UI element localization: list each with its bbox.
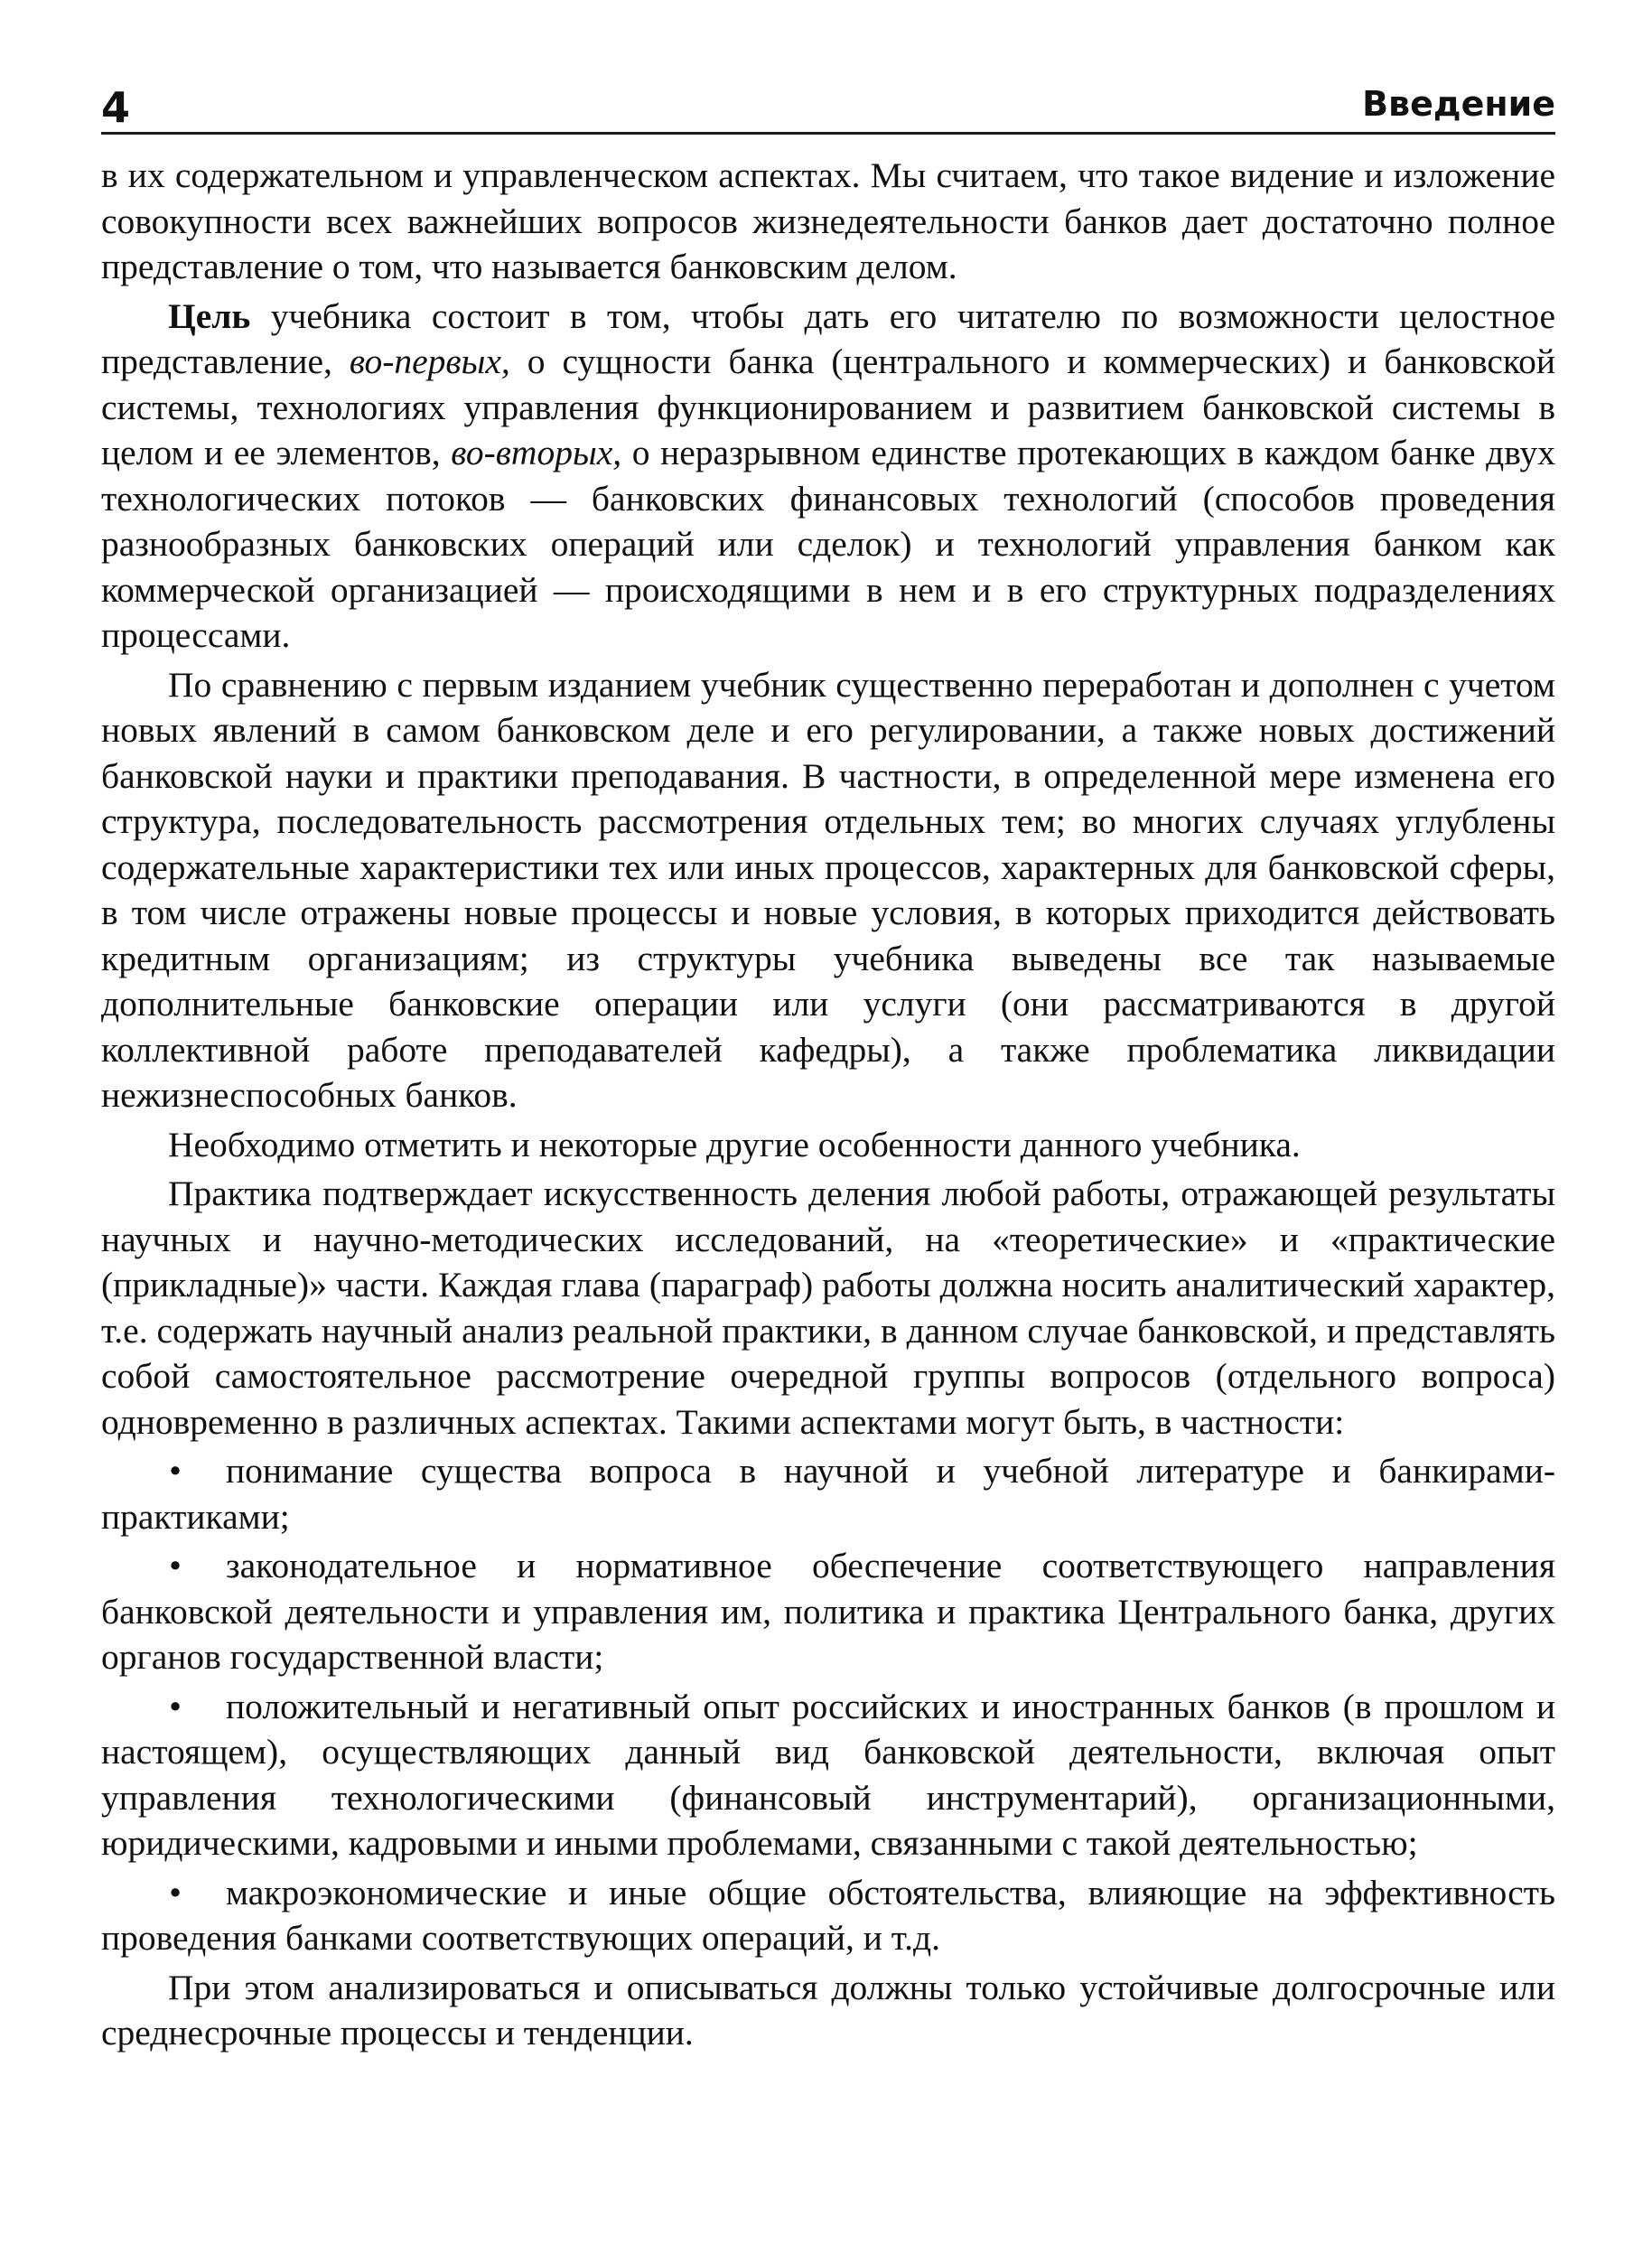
paragraph-goal-text-1: учебника состоит в том, чтобы дать его читателю по возможности целостное представление,: [101, 295, 1555, 381]
list-item-text: понимание существа вопроса в научной и учебной литературе и банкирами-практиками;: [101, 1451, 1555, 1537]
paragraph-revision: По сравнению с первым изданием учебник существенно переработан и дополнен с учетом новых явлений в самом банковском деле и его регулировании, а также новых достижений банковской науки и практики преподавания. В частности, в определенной мере изменена его структура, последовательность рассмотрения отдельных тем; во многих случаях углублены содержательные характеристики тех или иных процессов, характерных для банковской сферы, в том числе отражены новые процессы и новые условия, в которых приходится действовать кредитным организациям; из структуры учебника выведены все так называемые дополнительные банковские операции или услуги (они рассматриваются в другой коллективной работе преподавателей кафедры), а также проблематика ликвидации нежизнеспособных банков.: [101, 664, 1555, 1115]
running-head: [101, 63, 1555, 135]
bullet-icon: •: [169, 1546, 182, 1585]
paragraph-goal: [101, 294, 1555, 659]
paragraph-conclusion: При этом анализироваться и описываться должны только устойчивые долгосрочные или среднесрочные процессы и тенденции.: [101, 1967, 1555, 2053]
paragraph-practice: Практика подтверждает искусственность деления любой работы, отражающей результаты научных и научно-методических исследований, на «теоретические» и «практические (прикладные)» части. Каждая глава (параграф) работы должна носить аналитический характер, т.е. содержать научный анализ реальной практики, в данном случае банковской, и представлять собой самостоятельное рассмотрение очередной группы вопросов (отдельного вопроса) одновременно в различных аспектах. Такими аспектами могут быть, в частности:: [101, 1174, 1555, 1442]
list-item: [101, 1684, 1555, 1866]
list-item: [101, 1543, 1555, 1680]
term-goal: Цель: [168, 295, 251, 336]
paragraph-goal-text-2: о сущности банка (центрального и коммерческих) и банковской системы, технологиях управления функционированием и развитием банковской системы в целом и ее элементов,: [101, 341, 1555, 472]
list-item-text: макроэкономические и иные общие обстоятельства, влияющие на эффективность проведения банками соответствующих операций, и т.д.: [101, 1872, 1555, 1958]
bullet-icon: •: [169, 1872, 182, 1913]
page-number: 4: [101, 83, 131, 132]
emphasis-secondly: во-вторых,: [451, 433, 622, 472]
list-item-text: законодательное и нормативное обеспечение соответствующего направления банковской деятельности и управления им, политика и практика Центрального банка, других органов государственной власти;: [101, 1546, 1555, 1677]
paragraph-features: Необходимо отметить и некоторые другие особенности данного учебника.: [168, 1124, 1301, 1164]
paragraph-goal-text-3: о неразрывном единстве протекающих в каждом банке двух технологических потоков — банковских финансовых технологий (способов проведения разнообразных банковских операций или сделок) и технологий управления банком как коммерческой организацией — происходящими в нем и в его структурных подразделениях процессами.: [101, 433, 1556, 655]
section-title: Введение: [1362, 84, 1555, 124]
bullet-icon: •: [169, 1451, 182, 1491]
book-page: [101, 63, 1555, 2060]
emphasis-firstly: во-первых,: [349, 341, 510, 381]
body-text: [101, 153, 1555, 2056]
paragraph-continuation: в их содержательном и управленческом аспектах. Мы считаем, что такое видение и изложение совокупности всех важнейших вопросов жизнедеятельности банков дает достаточно полное представление о том, что называется банковским делом.: [101, 155, 1555, 286]
bullet-icon: •: [169, 1686, 182, 1726]
list-item-text: положительный и негативный опыт российских и иностранных банков (в прошлом и настоящем), осуществляющих данный вид банковской деятельности, включая опыт управления технологическими (финансовый инструментарий), организационными, юридическими, кадровыми и иными проблемами, связанными с такой деятельностью;: [101, 1686, 1555, 1863]
list-item: [101, 1448, 1555, 1539]
list-item: [101, 1870, 1555, 1961]
